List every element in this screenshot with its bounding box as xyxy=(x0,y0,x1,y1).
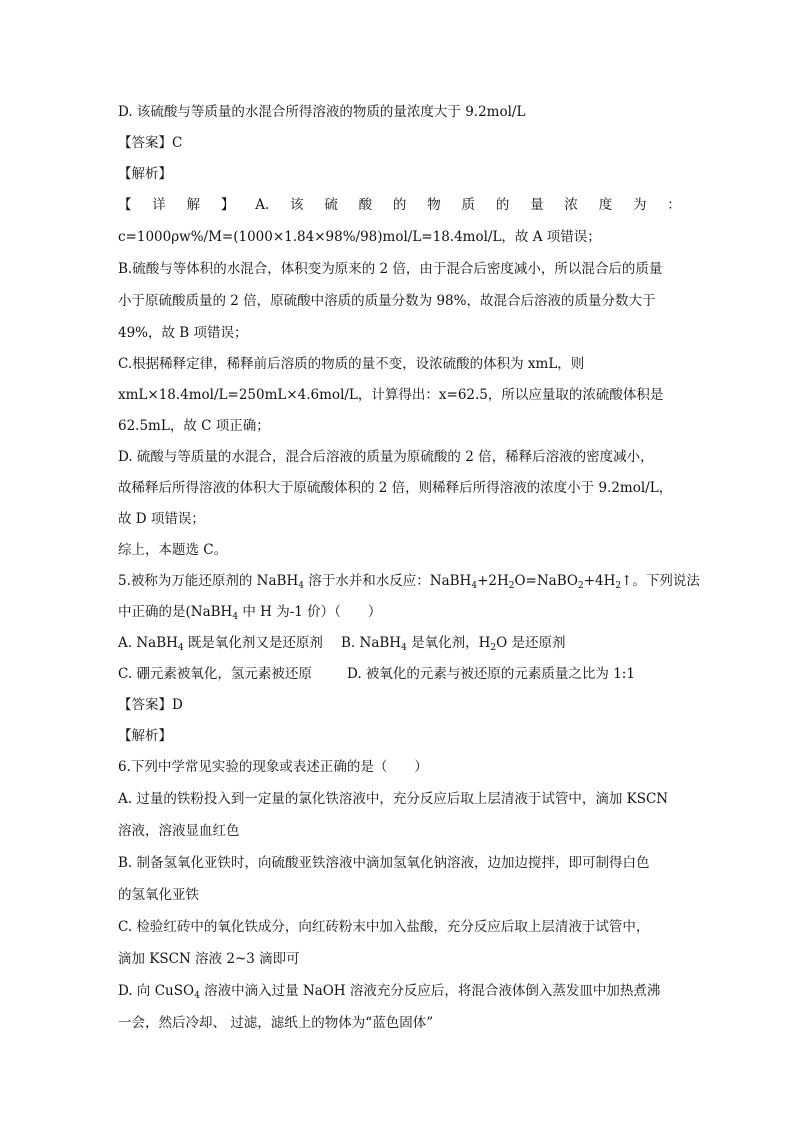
detail-char: 】 xyxy=(220,197,235,213)
subscript: 4 xyxy=(298,581,304,591)
subscript: 2 xyxy=(508,581,515,591)
subscript: 2 xyxy=(615,581,622,591)
text: +2H xyxy=(477,573,509,589)
subscript: 2 xyxy=(577,581,584,591)
text: D. 向 CuSO xyxy=(118,983,195,999)
detail-char: 量 xyxy=(530,197,544,213)
q4-detail-line: c=1000ρw%/M=(1000×1.84×98%/98)mol/L=18.4mol/L，故 A 项错误； xyxy=(118,229,601,245)
text: 溶液中滴入过量 NaOH 溶液充分反应后，将混合液体倒入蒸发皿中加热煮沸 xyxy=(199,983,661,999)
detail-char: 的 xyxy=(392,197,407,213)
text: O=NaBO xyxy=(514,573,578,589)
detail-char: 质 xyxy=(461,197,476,213)
detail-char: 酸 xyxy=(358,197,373,213)
text: +4H xyxy=(583,573,616,589)
q6-stem: 6.下列中学常见实验的现象或表述正确的是（ ） xyxy=(118,759,428,775)
text: B. NaBH xyxy=(341,635,402,651)
text: 是氧化剂，H xyxy=(406,635,491,651)
subscript: 4 xyxy=(194,991,200,1001)
text: O 是还原剂 xyxy=(496,635,566,651)
q6-option-b-line-1: B. 制备氢氧化亚铁时，向硫酸亚铁溶液中滴加氢氧化钠溶液，边加边搅拌，即可制得白色 xyxy=(118,855,650,871)
q4-detail-line: D. 硫酸与等质量的水混合，混合后溶液的质量为原硫酸的 2 倍，稀释后溶液的密度减小， xyxy=(118,449,654,465)
q4-detail-line: B.硫酸与等体积的水混合，体积变为原来的 2 倍，由于混合后密度减小，所以混合后的质量 xyxy=(118,261,663,277)
q4-detail-line: 故稀释后所得溶液的体积大于原硫酸体积的 2 倍，则稀释后所得溶液的浓度小于 9.2mol/L， xyxy=(118,480,673,496)
q4-detail-line: 故 D 项错误； xyxy=(118,511,205,527)
text: ↑。下列说法 xyxy=(621,573,700,589)
text: 5.被称为万能还原剂的 NaBH xyxy=(118,573,299,589)
detail-char: A. xyxy=(255,197,270,213)
subscript: 4 xyxy=(401,643,407,653)
q5-analysis-label: 【解析】 xyxy=(118,728,172,744)
text: 中正确的是(NaBH xyxy=(118,604,233,620)
q4-detail-heading xyxy=(118,195,681,215)
q6-option-d-line-2: 一会，然后冷却、 过滤，滤纸上的物体为“蓝色固体” xyxy=(118,1015,434,1031)
text: 溶于水并和水反应：NaBH xyxy=(303,573,472,589)
q5-stem-line-1 xyxy=(118,571,700,591)
q5-option-a xyxy=(118,633,323,653)
detail-char: 为 xyxy=(633,197,647,213)
detail-char: 详 xyxy=(152,197,166,213)
q6-option-a-line-2: 溶液，溶液显血红色 xyxy=(118,823,240,839)
detail-char: 硫 xyxy=(324,197,338,213)
subscript: 4 xyxy=(232,612,239,622)
detail-char: 【 xyxy=(118,197,132,213)
detail-char: ： xyxy=(667,197,681,213)
q4-detail-line: 49%，故 B 项错误； xyxy=(118,325,248,341)
detail-char: 物 xyxy=(427,197,441,213)
detail-char: 浓 xyxy=(564,197,578,213)
q5-option-c: C. 硼元素被氧化，氢元素被还原 xyxy=(118,666,312,682)
q4-analysis-label: 【解析】 xyxy=(118,166,172,182)
text: 既是氧化剂又是还原剂 xyxy=(183,635,323,651)
q5-answer: 【答案】D xyxy=(118,697,183,713)
detail-char: 的 xyxy=(495,197,510,213)
text: 中 H 为-1 价）（ ） xyxy=(238,604,382,620)
q6-option-d-line-1 xyxy=(118,981,660,1001)
q6-option-b-line-2: 的氢氧化亚铁 xyxy=(118,887,199,903)
q4-detail-line: 小于原硫酸质量的 2 倍，原硫酸中溶质的质量分数为 98%，故混合后溶液的质量分数大于 xyxy=(118,293,656,309)
subscript: 2 xyxy=(490,643,497,653)
q5-stem-line-2 xyxy=(118,602,381,622)
q6-option-c-line-1: C. 检验红砖中的氧化铁成分，向红砖粉末中加入盐酸，充分反应后取上层清液于试管中， xyxy=(118,919,650,935)
subscript: 4 xyxy=(471,581,478,591)
q6-option-c-line-2: 滴加 KSCN 溶液 2~3 滴即可 xyxy=(118,951,300,967)
text: A. NaBH xyxy=(118,635,178,651)
q6-option-a-line-1: A. 过量的铁粉投入到一定量的氯化铁溶液中，充分反应后取上层清液于试管中，滴加 KSCN xyxy=(118,791,669,807)
q4-detail-line: xmL×18.4mol/L=250mL×4.6mol/L，计算得出：x=62.5，所以应量取的浓硫酸体积是 xyxy=(118,387,664,403)
q4-detail-line: C.根据稀释定律，稀释前后溶质的物质的量不变，设浓硫酸的体积为 xmL，则 xyxy=(118,356,585,372)
q4-conclusion: 综上，本题选 C。 xyxy=(118,542,228,558)
q4-answer: 【答案】C xyxy=(118,135,183,151)
detail-char: 解 xyxy=(186,197,201,213)
q4-option-d: D. 该硫酸与等质量的水混合所得溶液的物质的量浓度大于 9.2mol/L xyxy=(118,104,526,120)
q5-option-b xyxy=(341,633,565,653)
q4-detail-line: 62.5mL，故 C 项正确； xyxy=(118,418,270,434)
q5-option-d: D. 被氧化的元素与被还原的元素质量之比为 1:1 xyxy=(347,666,635,682)
detail-char: 该 xyxy=(290,197,304,213)
detail-char: 度 xyxy=(598,197,613,213)
subscript: 4 xyxy=(177,643,184,653)
